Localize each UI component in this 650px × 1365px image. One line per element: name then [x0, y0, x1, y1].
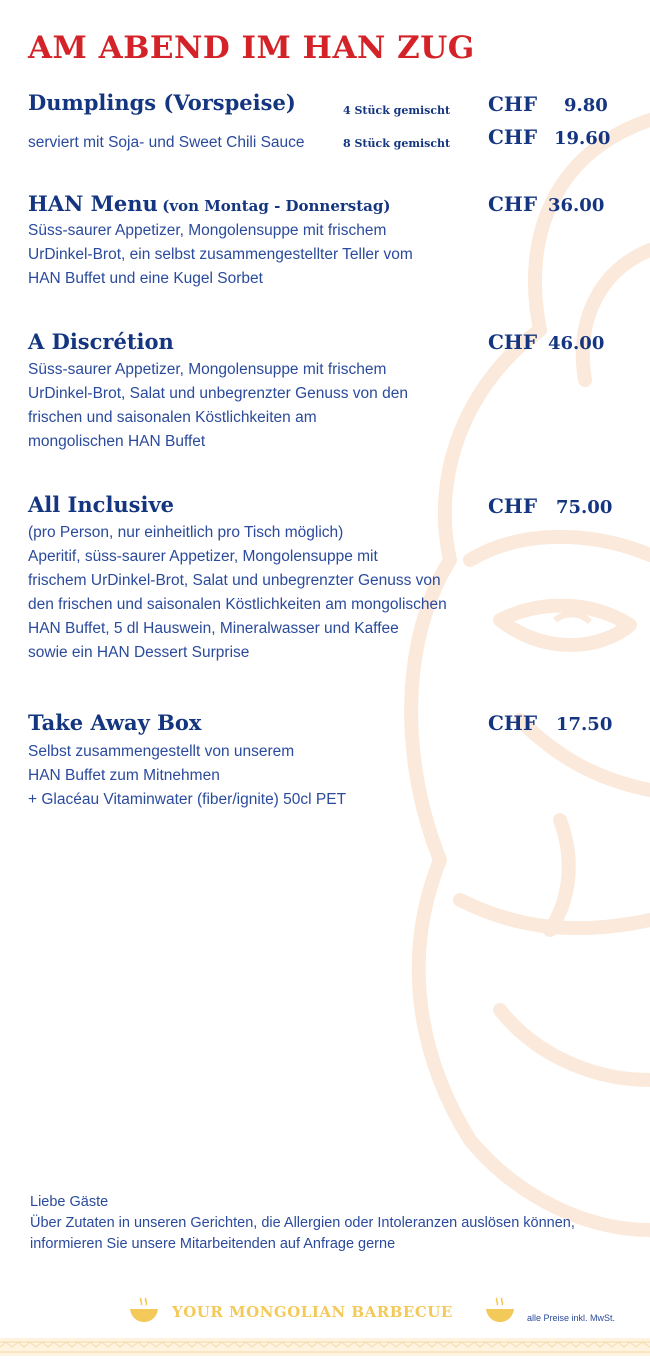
footer-pattern — [0, 1290, 650, 1365]
pieces-label: 4 Stück gemischt — [343, 104, 451, 117]
han-menu-description — [28, 219, 413, 291]
amount: 17.50 — [555, 714, 613, 735]
currency: CHF — [488, 330, 538, 354]
description-line: HAN Buffet, 5 dl Hauswein, Mineralwasser und Kaffee — [28, 620, 399, 637]
description-line: UrDinkel-Brot, Salat und unbegrenzter Genuss von den — [28, 385, 408, 402]
vat-note: alle Preise inkl. MwSt. — [527, 1313, 616, 1323]
dumplings-description — [28, 131, 305, 155]
menu-item-take-away-box — [28, 710, 201, 735]
item-name: All Inclusive — [28, 492, 175, 517]
take-away-price — [488, 711, 612, 735]
currency: CHF — [488, 92, 538, 116]
description-line: den frischen und saisonalen Köstlichkeiten am mongolischen — [28, 596, 447, 613]
footer-slogan: YOUR MONGOLIAN BARBECUE — [172, 1303, 453, 1321]
currency: CHF — [488, 125, 538, 149]
item-name: Take Away Box — [28, 710, 202, 735]
a-discretion-price — [488, 330, 604, 354]
dumplings-price-4 — [488, 92, 608, 116]
menu-item-all-inclusive — [28, 492, 174, 517]
item-name: HAN Menu — [28, 191, 158, 216]
description-line: + Glacéau Vitaminwater (fiber/ignite) 50cl PET — [28, 791, 347, 808]
take-away-description — [28, 740, 346, 812]
bowl-icon — [484, 1296, 516, 1326]
pieces-label: 8 Stück gemischt — [343, 137, 451, 150]
item-name: Dumplings (Vorspeise) — [28, 90, 296, 115]
description-line: Süss-saurer Appetizer, Mongolensuppe mit frischem — [28, 361, 387, 378]
page-title: AM ABEND IM HAN ZUG — [28, 30, 475, 66]
currency: CHF — [488, 494, 538, 518]
description-line: mongolischen HAN Buffet — [28, 433, 206, 450]
description-line: HAN Buffet zum Mitnehmen — [28, 767, 220, 784]
han-menu-price — [488, 192, 604, 216]
amount: 36.00 — [547, 195, 605, 216]
all-inclusive-description — [28, 521, 447, 665]
note-line: informieren Sie unsere Mitarbeitenden auf Anfrage gerne — [30, 1236, 396, 1252]
description-line: frischem UrDinkel-Brot, Salat und unbegrenzter Genuss von — [28, 572, 441, 589]
dumplings-price-8 — [488, 125, 610, 149]
item-description: serviert mit Soja- und Sweet Chili Sauce — [28, 134, 305, 151]
allergy-note — [30, 1192, 575, 1255]
amount: 9.80 — [563, 95, 608, 116]
description-line: Aperitif, süss-saurer Appetizer, Mongolensuppe mit — [28, 548, 378, 565]
dumplings-option-4 — [343, 101, 450, 119]
note-greeting: Liebe Gäste — [30, 1194, 109, 1210]
amount: 46.00 — [547, 333, 605, 354]
menu-item-a-discretion — [28, 329, 174, 354]
bowl-icon — [128, 1296, 160, 1326]
item-name: A Discrétion — [28, 329, 174, 354]
currency: CHF — [488, 192, 538, 216]
description-line: HAN Buffet und eine Kugel Sorbet — [28, 270, 263, 287]
description-line: Süss-saurer Appetizer, Mongolensuppe mit frischem — [28, 222, 387, 239]
description-line: frischen und saisonalen Köstlichkeiten am — [28, 409, 317, 426]
amount: 75.00 — [555, 497, 613, 518]
description-line: UrDinkel-Brot, ein selbst zusammengestellter Teller vom — [28, 246, 413, 263]
currency: CHF — [488, 711, 538, 735]
menu-item-han-menu — [28, 191, 390, 216]
a-discretion-description — [28, 358, 408, 454]
menu-item-dumplings — [28, 90, 296, 115]
description-line: (pro Person, nur einheitlich pro Tisch möglich) — [28, 524, 344, 541]
description-line: sowie ein HAN Dessert Surprise — [28, 644, 250, 661]
note-line: Über Zutaten in unseren Gerichten, die Allergien oder Intoleranzen auslösen können, — [30, 1215, 575, 1231]
item-subtitle: (von Montag - Donnerstag) — [162, 197, 391, 215]
amount: 19.60 — [553, 128, 611, 149]
all-inclusive-price — [488, 494, 612, 518]
description-line: Selbst zusammengestellt von unserem — [28, 743, 295, 760]
dumplings-option-8 — [343, 134, 450, 152]
